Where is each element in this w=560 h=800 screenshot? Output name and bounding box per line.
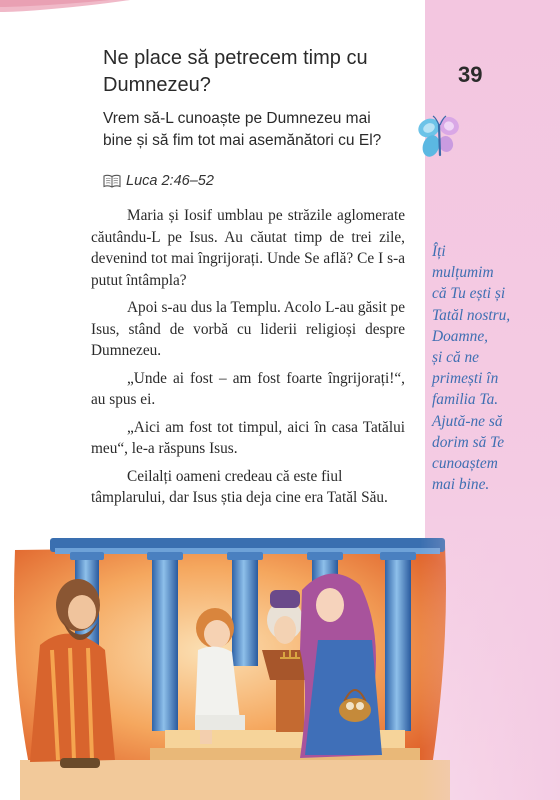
temple-illustration (0, 530, 560, 800)
story-paragraph: Apoi s-au dus la Templu. Acolo L-au găsit pe Isus, stând de vorbă cu liderii religioși despre Dumnezeu. (91, 299, 405, 359)
story-text (91, 205, 405, 515)
page-number: 39 (458, 62, 483, 87)
top-corner-decoration (0, 0, 130, 14)
open-book-icon (103, 174, 121, 188)
butterfly-icon (414, 113, 466, 163)
scripture-reference (103, 172, 214, 190)
prayer-paragraph: Îți mulțumim că Tu ești și Tatăl nostru, Doamne, și că ne primești în familia Ta. Ajută-ne să dorim să Te cunoaștem mai bine. (432, 243, 511, 494)
prayer-text (432, 241, 550, 495)
story-paragraph: Ceilalți oameni credeau că este fiul tâmplarului, dar Isus știa deja cine era Tatăl Său. (91, 467, 388, 506)
story-paragraph: Maria și Iosif umblau pe străzile aglomerate căutându-L pe Isus. Au căutat timp de trei zile, devenind tot mai îngrijorați. Unde Se află? Ce I s-a putut întâmpla? (91, 207, 405, 289)
story-paragraph: „Aici am fost tot timpul, aici în casa Tatălui meu“, le-a răspuns Isus. (91, 418, 405, 457)
reference-label: Luca 2:46–52 (126, 173, 214, 189)
page-title: Ne place să petrecem timp cu Dumnezeu? (103, 47, 368, 96)
story-paragraph: „Unde ai fost – am fost foarte îngrijorați!“, au spus ei. (91, 369, 405, 408)
page-subtitle: Vrem să-L cunoaște pe Dumnezeu mai bine și să fim tot mai asemănători cu El? (103, 110, 382, 149)
